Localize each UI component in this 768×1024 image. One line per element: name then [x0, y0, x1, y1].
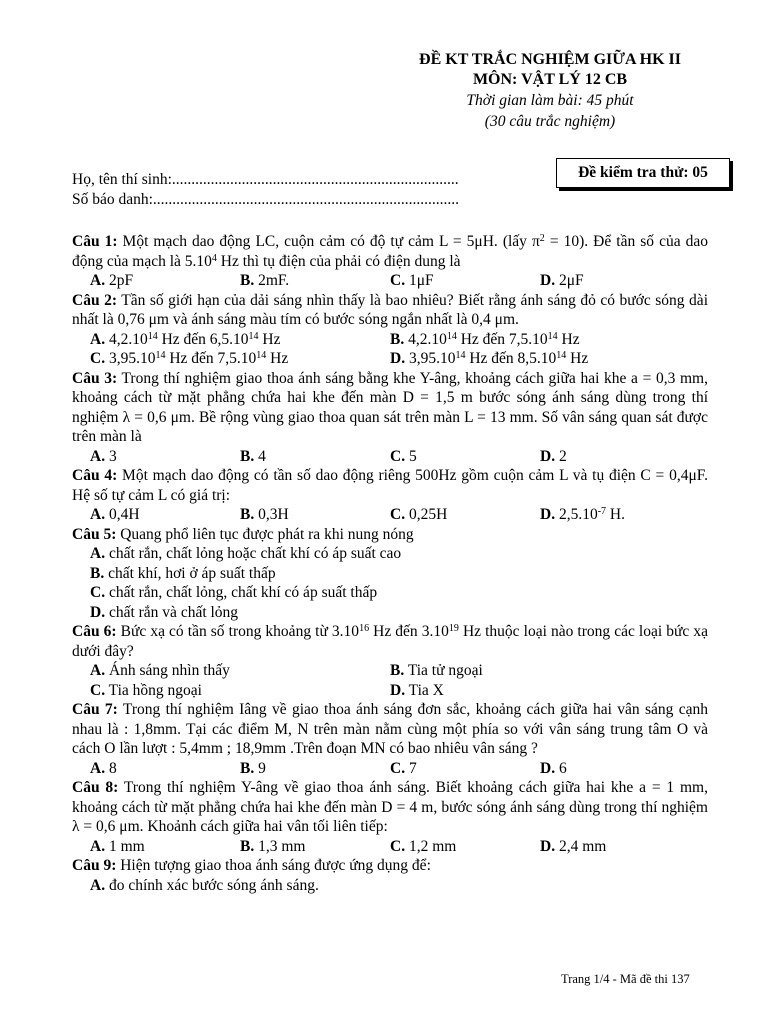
question-number: Câu 5:	[72, 525, 117, 543]
question-9	[72, 856, 708, 895]
student-info	[72, 170, 459, 210]
question-text: Câu 4: Một mạch dao động có tần số dao động riêng 500Hz gồm cuộn cảm L và tụ điện C = 0,4μF. Hệ số tự cảm L có giá trị:	[72, 467, 709, 504]
answer-option-d[interactable]: D. 2	[540, 447, 567, 465]
exam-subject: MÔN: VẬT LÝ 12 CB	[472, 71, 628, 88]
answer-option-b[interactable]: B. 9	[240, 759, 266, 777]
answer-option-c[interactable]: C. chất rắn, chất lỏng, chất khí có áp suất thấp	[90, 584, 378, 601]
answer-option-a[interactable]: A. 2pF	[90, 272, 134, 289]
answer-option-a[interactable]: A. 8	[90, 759, 117, 777]
answer-option-a[interactable]: A. 0,4H	[90, 506, 140, 523]
answer-option-d[interactable]: D. 2,4 mm	[540, 837, 607, 855]
exam-title: ĐỀ KT TRẮC NGHIỆM GIỮA HK II	[419, 51, 681, 68]
answer-options	[72, 876, 708, 896]
question-number: Câu 7:	[72, 701, 118, 718]
answer-option-d[interactable]: D. 3,95.10$^{14}$ Hz đến 8,5.10$^{14}$ Hz	[390, 350, 589, 367]
exam-time: Thời gian làm bài: 45 phút	[466, 92, 634, 109]
question-text: Câu 3: Trong thí nghiệm giao thoa ánh sáng bằng khe Y-âng, khoảng cách giữa hai khe a = 0,3 mm, khoảng cách từ mặt phẳng chứa hai khe đến màn D = 1,5 m bước sóng ánh sáng dùng trong thí nghiệm λ = 0,6 μm. Bề rộng vùng giao thoa quan sát trên màn L = 13 mm. Số vân sáng quan sát được trên màn là	[72, 369, 708, 445]
answer-option-a[interactable]: A. chất rắn, chất lỏng hoặc chất khí có áp suất cao	[90, 545, 402, 562]
answer-option-d[interactable]: D. 2μF	[540, 272, 584, 289]
answer-option-c[interactable]: C. 0,25H	[390, 506, 448, 523]
question-5	[72, 525, 708, 623]
answer-options	[72, 837, 708, 857]
question-text: Câu 1: Một mạch dao động LC, cuộn cảm có độ tự cảm L = 5μH. (lấy $\pi^2 = 10$). Để tần số của dao động của mạch là 5.10$^4$ Hz thì tụ điện của phải có điện dung là	[72, 233, 708, 270]
answer-option-c[interactable]: C. 1,2 mm	[390, 837, 457, 855]
student-id-line: Số báo danh:...............................................................................	[72, 191, 460, 208]
answer-options	[72, 271, 708, 291]
answer-options	[72, 330, 708, 369]
answer-option-d[interactable]: D. $2,5.10^{-7}$ H.	[540, 506, 625, 523]
question-1	[72, 232, 708, 291]
answer-option-b[interactable]: B. 0,3H	[240, 506, 289, 523]
answer-options	[72, 544, 708, 622]
answer-option-b[interactable]: B. 4	[240, 447, 266, 465]
answer-option-c[interactable]: C. 3,95.10$^{14}$ Hz đến 7,5.10$^{14}$ Hz	[90, 350, 289, 367]
question-number: Câu 4:	[72, 467, 118, 484]
answer-option-b[interactable]: B. Tia tử ngoại	[390, 662, 483, 679]
answer-option-c[interactable]: C. Tia hồng ngoại	[90, 681, 202, 699]
question-text: Câu 8: Trong thí nghiệm Y-âng về giao thoa ánh sáng. Biết khoảng cách giữa hai khe a = 1 mm, khoảng cách từ mặt phẳng chứa hai khe đến màn D = 4 m, bước sóng ánh sáng dùng trong thí nghiệm λ = 0,6 μm. Khoảnh cách giữa hai vân tối liên tiếp:	[72, 779, 708, 835]
question-number: Câu 1:	[72, 233, 118, 250]
question-7	[72, 700, 708, 778]
answer-option-d[interactable]: D. Tia X	[390, 681, 444, 699]
answer-option-c[interactable]: C. 5	[390, 447, 417, 465]
question-text: Câu 7: Trong thí nghiệm Iâng về giao thoa ánh sáng đơn sắc, khoảng cách giữa hai vân sáng cạnh nhau là : 1,8mm. Tại các điểm M, N trên màn nằm cùng một phía so với vân sáng trung tâm O và cách O lần lượt : 5,4mm ; 18,9mm .Trên đoạn MN có bao nhiêu vân sáng ?	[72, 701, 708, 757]
answer-option-c[interactable]: C. 1μF	[390, 272, 434, 289]
answer-option-b[interactable]: B. 2mF.	[240, 272, 290, 289]
question-4	[72, 466, 708, 525]
question-number: Câu 2:	[72, 291, 117, 309]
student-name-line: Họ, tên thí sinh:..........................................................................	[72, 171, 459, 188]
answer-option-b[interactable]: B. 4,2.10$^{14}$ Hz đến 7,5.10$^{14}$ Hz	[390, 330, 580, 348]
question-6	[72, 622, 708, 700]
answer-option-a[interactable]: A. 4,2.10$^{14}$ Hz đến 6,5.10$^{14}$ Hz	[90, 330, 281, 348]
question-text: Câu 2: Tần số giới hạn của dải sáng nhìn thấy là bao nhiêu? Biết rằng ánh sáng đỏ có bước sóng dài nhất là 0,76 μm và ánh sáng màu tím có bước sóng ngắn nhất là 0,4 μm.	[72, 291, 708, 328]
exam-code-box: Đề kiểm tra thử: 05	[556, 158, 730, 188]
exam-header	[380, 50, 720, 132]
answer-option-a[interactable]: A. Ánh sáng nhìn thấy	[90, 662, 230, 679]
exam-question-count: (30 câu trắc nghiệm)	[484, 113, 616, 130]
answer-option-b[interactable]: B. chất khí, hơi ở áp suất thấp	[90, 564, 276, 582]
question-3	[72, 369, 708, 467]
question-number: Câu 6:	[72, 623, 117, 640]
answer-options	[72, 505, 708, 525]
question-list	[72, 232, 708, 895]
answer-options	[72, 759, 708, 779]
question-8	[72, 778, 708, 856]
answer-option-b[interactable]: B. 1,3 mm	[240, 837, 306, 855]
question-number: Câu 8:	[72, 779, 119, 796]
question-number: Câu 9:	[72, 857, 117, 874]
answer-options	[72, 661, 708, 700]
answer-option-c[interactable]: C. 7	[390, 759, 417, 777]
answer-options	[72, 447, 708, 467]
question-text: Câu 9: Hiện tượng giao thoa ánh sáng được ứng dụng để:	[72, 857, 431, 874]
question-number: Câu 3:	[72, 369, 118, 387]
answer-option-d[interactable]: D. 6	[540, 759, 567, 777]
answer-option-a[interactable]: A. 1 mm	[90, 837, 145, 855]
page-footer: Trang 1/4 - Mã đề thi 137	[561, 972, 690, 986]
question-text: Câu 6: Bức xạ có tần số trong khoảng từ 3.10$^{16}$ Hz đến 3.10$^{19}$ Hz thuộc loại nào trong các loại bức xạ dưới đây?	[72, 623, 708, 660]
answer-option-d[interactable]: D. chất rắn và chất lỏng	[90, 603, 239, 621]
answer-option-a[interactable]: A. đo chính xác bước sóng ánh sáng.	[90, 876, 319, 894]
question-2	[72, 291, 708, 369]
question-text: Câu 5: Quang phổ liên tục được phát ra khi nung nóng	[72, 525, 414, 543]
answer-option-a[interactable]: A. 3	[90, 447, 117, 465]
